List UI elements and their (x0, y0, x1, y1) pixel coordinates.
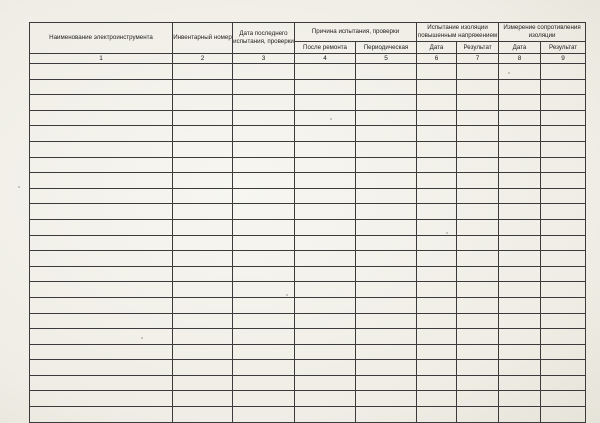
column-number: 9 (541, 54, 586, 64)
table-cell (233, 375, 295, 391)
table-cell (417, 219, 457, 235)
table-cell (295, 329, 356, 345)
table-cell (541, 360, 586, 376)
table-cell (499, 344, 541, 360)
table-cell (30, 407, 173, 423)
table-cell (541, 219, 586, 235)
table-cell (173, 344, 233, 360)
table-cell (541, 79, 586, 95)
table-cell (173, 360, 233, 376)
table-cell (173, 297, 233, 313)
col-header-reason-group: Причина испытания, проверки (295, 23, 417, 42)
table-cell (173, 282, 233, 298)
table-cell (233, 313, 295, 329)
table-cell (233, 157, 295, 173)
table-cell (233, 407, 295, 423)
table-cell (173, 375, 233, 391)
table-cell (295, 266, 356, 282)
table-cell (499, 79, 541, 95)
col-header-reason-repair: После ремонта (295, 42, 356, 54)
table-cell (233, 110, 295, 126)
table-cell (295, 344, 356, 360)
table-cell (457, 235, 499, 251)
table-cell (499, 204, 541, 220)
table-cell (417, 79, 457, 95)
table-cell (541, 313, 586, 329)
table-cell (30, 110, 173, 126)
table-cell (457, 375, 499, 391)
table-cell (173, 110, 233, 126)
table-cell (499, 95, 541, 111)
table-cell (499, 407, 541, 423)
table-cell (30, 251, 173, 267)
table-cell (457, 329, 499, 345)
table-cell (233, 173, 295, 189)
table-cell (541, 110, 586, 126)
table-row (30, 64, 586, 80)
table-cell (541, 157, 586, 173)
table-row (30, 313, 586, 329)
table-cell (173, 329, 233, 345)
table-body (30, 64, 586, 423)
table-row (30, 95, 586, 111)
table-cell (541, 282, 586, 298)
column-number: 4 (295, 54, 356, 64)
table-cell (30, 266, 173, 282)
table-row (30, 391, 586, 407)
table-cell (417, 329, 457, 345)
table-cell (356, 79, 417, 95)
column-number: 2 (173, 54, 233, 64)
table-cell (233, 141, 295, 157)
table-cell (356, 251, 417, 267)
table-cell (356, 375, 417, 391)
table-cell (417, 407, 457, 423)
table-cell (356, 64, 417, 80)
table-cell (233, 64, 295, 80)
table-cell (457, 266, 499, 282)
table-cell (295, 95, 356, 111)
table-cell (295, 375, 356, 391)
table-cell (541, 188, 586, 204)
table-cell (499, 188, 541, 204)
column-number: 7 (457, 54, 499, 64)
table-cell (541, 407, 586, 423)
table-cell (499, 251, 541, 267)
table-cell (417, 391, 457, 407)
table-cell (417, 188, 457, 204)
table-row (30, 344, 586, 360)
table-cell (356, 391, 417, 407)
table-cell (356, 204, 417, 220)
table-cell (30, 313, 173, 329)
table-cell (417, 126, 457, 142)
table-cell (30, 204, 173, 220)
table-row (30, 360, 586, 376)
table-cell (30, 282, 173, 298)
table-cell (295, 360, 356, 376)
table-cell (173, 219, 233, 235)
col-header-ir-result: Результат (541, 42, 586, 54)
table-cell (295, 157, 356, 173)
table-cell (295, 235, 356, 251)
table-row (30, 329, 586, 345)
table-cell (356, 141, 417, 157)
table-header (30, 23, 586, 64)
table-cell (499, 173, 541, 189)
table-cell (457, 126, 499, 142)
table-cell (417, 297, 457, 313)
table-cell (30, 344, 173, 360)
table-cell (457, 79, 499, 95)
table-cell (417, 204, 457, 220)
table-cell (417, 360, 457, 376)
table-cell (30, 157, 173, 173)
table-cell (233, 329, 295, 345)
table-cell (173, 173, 233, 189)
table-cell (541, 266, 586, 282)
table-cell (233, 204, 295, 220)
table-cell (417, 313, 457, 329)
col-header-name: Наименование электроинструмента (30, 23, 173, 54)
table-cell (30, 360, 173, 376)
table-cell (356, 313, 417, 329)
table-cell (417, 157, 457, 173)
table-cell (457, 313, 499, 329)
table-cell (541, 329, 586, 345)
table-cell (30, 173, 173, 189)
table-cell (417, 95, 457, 111)
table-cell (295, 110, 356, 126)
table-cell (356, 360, 417, 376)
table-cell (173, 266, 233, 282)
table-cell (30, 188, 173, 204)
table-cell (541, 251, 586, 267)
table-cell (295, 391, 356, 407)
table-cell (30, 375, 173, 391)
table-cell (233, 95, 295, 111)
table-cell (295, 282, 356, 298)
table-cell (499, 329, 541, 345)
table-row (30, 204, 586, 220)
table-cell (30, 391, 173, 407)
table-cell (541, 141, 586, 157)
table-cell (499, 219, 541, 235)
table-cell (295, 219, 356, 235)
table-cell (417, 266, 457, 282)
table-cell (173, 188, 233, 204)
table-cell (417, 375, 457, 391)
table-row (30, 266, 586, 282)
table-row (30, 188, 586, 204)
table-cell (233, 79, 295, 95)
table-cell (173, 126, 233, 142)
table-row (30, 282, 586, 298)
table-cell (499, 141, 541, 157)
table-cell (356, 297, 417, 313)
table-cell (417, 64, 457, 80)
table-cell (173, 391, 233, 407)
table-cell (457, 344, 499, 360)
table-cell (356, 157, 417, 173)
table-cell (233, 297, 295, 313)
table-cell (30, 141, 173, 157)
table-cell (499, 110, 541, 126)
table-cell (295, 126, 356, 142)
table-row (30, 297, 586, 313)
table-cell (541, 64, 586, 80)
table-cell (417, 282, 457, 298)
table-row (30, 173, 586, 189)
col-header-hv-result: Результат (457, 42, 499, 54)
table-cell (457, 360, 499, 376)
table-cell (173, 64, 233, 80)
table-cell (295, 204, 356, 220)
table-row (30, 407, 586, 423)
table-cell (457, 95, 499, 111)
table-cell (295, 313, 356, 329)
table-cell (417, 344, 457, 360)
table-cell (295, 64, 356, 80)
table-cell (295, 141, 356, 157)
table-cell (499, 375, 541, 391)
table-cell (295, 251, 356, 267)
table-cell (417, 173, 457, 189)
table-cell (233, 391, 295, 407)
table-cell (541, 204, 586, 220)
table-cell (233, 126, 295, 142)
table-cell (356, 110, 417, 126)
table-cell (417, 251, 457, 267)
table-cell (173, 95, 233, 111)
table-row (30, 219, 586, 235)
table-row (30, 110, 586, 126)
table-cell (233, 188, 295, 204)
table-cell (541, 391, 586, 407)
instrument-test-log-table (29, 22, 586, 423)
table-cell (499, 64, 541, 80)
table-cell (30, 64, 173, 80)
table-cell (30, 235, 173, 251)
table-cell (457, 219, 499, 235)
table-cell (457, 173, 499, 189)
table-cell (499, 126, 541, 142)
table-cell (233, 251, 295, 267)
table-row (30, 157, 586, 173)
table-row (30, 235, 586, 251)
table-cell (30, 329, 173, 345)
column-number: 8 (499, 54, 541, 64)
table-row (30, 126, 586, 142)
table-cell (233, 235, 295, 251)
table-cell (233, 282, 295, 298)
table-cell (356, 329, 417, 345)
table-cell (30, 219, 173, 235)
table-cell (499, 360, 541, 376)
table-row (30, 375, 586, 391)
table-cell (457, 251, 499, 267)
table-cell (541, 344, 586, 360)
table-row (30, 141, 586, 157)
table-cell (233, 344, 295, 360)
column-number: 3 (233, 54, 295, 64)
column-number: 5 (356, 54, 417, 64)
column-number: 1 (30, 54, 173, 64)
col-header-inventory: Инвентарный номер (173, 23, 233, 54)
table-cell (173, 141, 233, 157)
table-cell (356, 95, 417, 111)
table-cell (173, 313, 233, 329)
table-cell (499, 266, 541, 282)
table-cell (541, 297, 586, 313)
table-cell (295, 79, 356, 95)
table-cell (173, 235, 233, 251)
col-header-reason-periodic: Периодическая (356, 42, 417, 54)
table-cell (356, 235, 417, 251)
table-cell (233, 219, 295, 235)
table-cell (541, 375, 586, 391)
table-cell (356, 407, 417, 423)
table-cell (457, 64, 499, 80)
table-cell (417, 235, 457, 251)
table-cell (541, 126, 586, 142)
table-cell (499, 157, 541, 173)
table-cell (457, 391, 499, 407)
col-header-ir-group: Измерение сопротивления изоляции (499, 23, 586, 42)
table-cell (30, 126, 173, 142)
table-cell (541, 173, 586, 189)
table-cell (356, 173, 417, 189)
table-cell (356, 344, 417, 360)
table-cell (173, 79, 233, 95)
column-number-row (30, 54, 586, 64)
table-cell (457, 282, 499, 298)
table-cell (30, 297, 173, 313)
table-cell (173, 204, 233, 220)
table-cell (499, 391, 541, 407)
table-cell (457, 188, 499, 204)
table-cell (457, 204, 499, 220)
table-cell (295, 297, 356, 313)
table-cell (173, 157, 233, 173)
table-cell (499, 297, 541, 313)
table-cell (295, 173, 356, 189)
table-cell (457, 110, 499, 126)
table-cell (457, 141, 499, 157)
table-cell (457, 407, 499, 423)
table-cell (417, 110, 457, 126)
table-cell (541, 235, 586, 251)
table-cell (30, 79, 173, 95)
table-row (30, 251, 586, 267)
table-cell (173, 407, 233, 423)
col-header-hv-date: Дата (417, 42, 457, 54)
table-cell (417, 141, 457, 157)
table-cell (233, 266, 295, 282)
table-cell (356, 126, 417, 142)
table-cell (30, 95, 173, 111)
table-cell (356, 188, 417, 204)
table-cell (499, 313, 541, 329)
table-cell (541, 95, 586, 111)
table-cell (173, 251, 233, 267)
table-cell (499, 282, 541, 298)
table-cell (233, 360, 295, 376)
table-row (30, 79, 586, 95)
table-cell (295, 407, 356, 423)
table-cell (499, 235, 541, 251)
column-number: 6 (417, 54, 457, 64)
table-cell (457, 157, 499, 173)
table-cell (356, 266, 417, 282)
col-header-last-test-date: Дата последнего испытания, проверки (233, 23, 295, 54)
col-header-hv-group: Испытание изоляции повышенным напряжением (417, 23, 499, 42)
table-cell (356, 282, 417, 298)
table-cell (356, 219, 417, 235)
col-header-ir-date: Дата (499, 42, 541, 54)
table-cell (457, 297, 499, 313)
table-cell (295, 188, 356, 204)
